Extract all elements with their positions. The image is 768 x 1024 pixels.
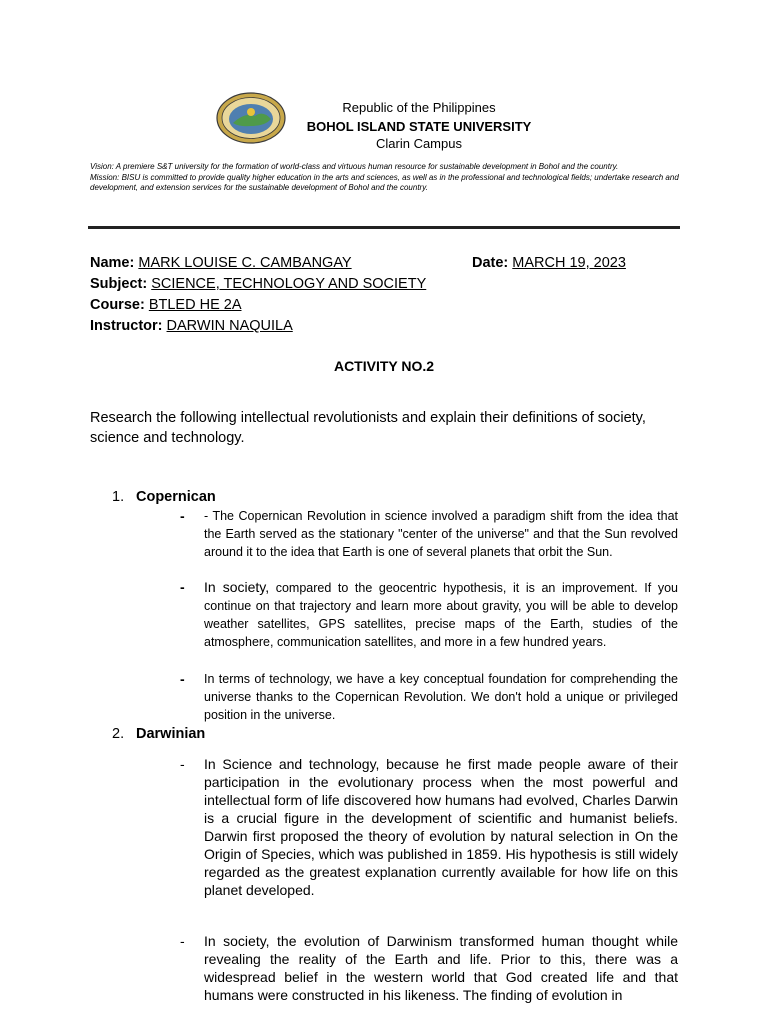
header-country: Republic of the Philippines	[342, 100, 496, 115]
header-university: BOHOL ISLAND STATE UNIVERSITY	[306, 119, 532, 134]
list-item: - In society, the evolution of Darwinism transformed human thought while revealing the reality of the Earth and life. Prior to this, there was a widespread belief in the western world that God created life and that humans were constructed in his likeness. The finding of evolution in	[180, 933, 678, 1003]
header-campus: Clarin Campus	[376, 136, 462, 151]
date-label: Date:	[472, 255, 509, 271]
course-label: Course:	[90, 297, 145, 313]
subject-field	[90, 274, 426, 294]
mission-text: Mission: BISU is committed to provide quality higher education in the arts and sciences, as well as in the professional and technological fields; undertake research and development, and extension services for the sustainable development of Bohol and the country.	[90, 172, 679, 192]
instructor-field	[90, 316, 293, 336]
course-field	[90, 295, 242, 315]
list-item: - In terms of technology, we have a key conceptual foundation for comprehending the universe thanks to the Copernican Revolution. We don't hold a unique or privileged position in the universe.	[180, 671, 678, 722]
instructor-label: Instructor:	[90, 318, 163, 334]
list-item: - In society, compared to the geocentric hypothesis, it is an improvement. If you continue on that trajectory and learn more about gravity, you will be able to develop weather satellites, GPS satellites, precise maps of the Earth, studies of the atmosphere, communication satellites, and more in a few hundred years.	[180, 579, 678, 649]
subject-label: Subject:	[90, 276, 148, 292]
section-heading-darwinian: 2. Darwinian	[112, 726, 206, 742]
list-item: - In Science and technology, because he first made people aware of their participation in the evolutionary process when the most powerful and intellectual form of life discovered how humans had evolved, Charles Darwin is a crucial figure in the development of scientific and humanist beliefs. Darwin first proposed the theory of evolution by natural selection in On the Origin of Species, which was published in 1859. His hypothesis is still widely regarded as the greatest explanation currently available for how life on this planet developed.	[180, 756, 678, 898]
subject-value: SCIENCE, TECHNOLOGY AND SOCIETY	[151, 276, 427, 292]
header-divider	[88, 226, 680, 229]
list-item: - - The Copernican Revolution in science involved a paradigm shift from the idea that the Earth served as the stationary "center of the universe" and that the Sun revolved around it to the idea that Earth is one of several planets that orbit the Sun.	[180, 508, 678, 559]
course-value: BTLED HE 2A	[148, 297, 242, 313]
activity-title: ACTIVITY NO.2	[333, 358, 435, 374]
vision-text: Vision: A premiere S&T university for the formation of world-class and virtuous human resource for sustainable development in Bohol and the country.	[90, 162, 619, 171]
name-value: MARK LOUISE C. CAMBANGAY	[138, 255, 352, 271]
date-value: MARCH 19, 2023	[512, 255, 626, 271]
intro-paragraph: Research the following intellectual revolutionists and explain their definitions of society, science and technology.	[90, 410, 646, 446]
date-field	[472, 253, 626, 273]
name-field	[90, 253, 352, 273]
vision-mission	[90, 162, 690, 194]
instructor-value: DARWIN NAQUILA	[166, 318, 293, 334]
section-heading-copernican: 1. Copernican	[112, 489, 216, 505]
name-label: Name:	[90, 255, 135, 271]
